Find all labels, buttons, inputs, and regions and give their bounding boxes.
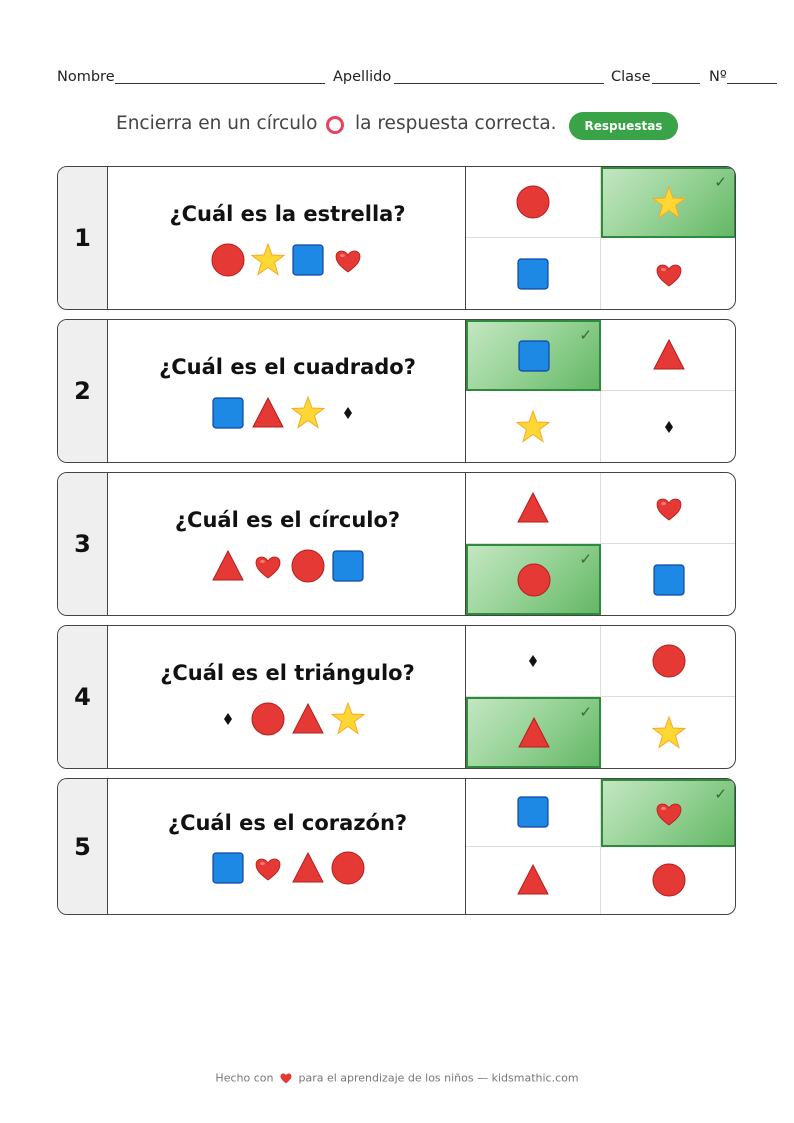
question-number: 4 [58,626,108,768]
triangle-icon [516,863,550,897]
footer [0,1071,794,1085]
circle-icon [517,563,551,597]
answer-grid [465,473,736,615]
heart-icon [251,549,285,583]
shape-sequence [109,849,466,887]
circle-icon [211,243,245,277]
name-field[interactable] [115,83,325,84]
question-text: ¿Cuál es el círculo? [174,508,401,532]
check-icon: ✓ [579,703,592,721]
square-icon [211,851,245,885]
heart-icon [280,1073,292,1084]
answer-option-diamond[interactable] [466,626,601,697]
answer-option-square[interactable] [466,320,601,391]
circle-icon [251,702,285,736]
heart-icon [652,796,686,830]
answer-option-triangle[interactable] [466,473,601,544]
number-label: Nº [709,69,727,85]
answer-option-square[interactable] [466,238,601,309]
triangle-icon [291,851,325,885]
number-field[interactable] [727,83,777,84]
answer-option-star[interactable] [601,697,736,768]
square-icon [291,243,325,277]
square-icon [211,396,245,430]
check-icon: ✓ [579,326,592,344]
answer-option-heart[interactable] [601,473,736,544]
footer-suffix: para el aprendizaje de los niños — kidsmathic.com [298,1071,579,1085]
answer-option-circle[interactable] [466,167,601,238]
answer-option-square[interactable] [601,544,736,615]
diamond-icon [652,410,686,444]
question-number: 2 [58,320,108,462]
surname-field[interactable] [394,83,604,84]
answer-option-heart[interactable] [601,238,736,309]
ring-icon [326,116,344,134]
star-icon [652,716,686,750]
question-card-3 [57,472,736,616]
answer-option-circle[interactable] [601,847,736,915]
star-icon [331,702,365,736]
heart-icon [652,257,686,291]
triangle-icon [211,549,245,583]
circle-icon [652,863,686,897]
triangle-icon [517,716,551,750]
question-text: ¿Cuál es el triángulo? [160,661,415,685]
answer-option-triangle[interactable] [466,697,601,768]
class-field[interactable] [652,83,700,84]
circle-icon [331,851,365,885]
answer-grid [465,167,736,309]
answer-grid [465,626,736,768]
circle-icon [291,549,325,583]
question-body [109,626,466,768]
question-number: 1 [58,167,108,309]
answer-option-star[interactable] [601,167,736,238]
instruction-text-after: la respuesta correcta. [355,113,557,134]
answer-option-heart[interactable] [601,779,736,847]
answer-option-triangle[interactable] [466,847,601,915]
shape-sequence [109,700,466,738]
shape-sequence [109,547,466,585]
star-icon [291,396,325,430]
question-card-5 [57,778,736,915]
diamond-icon [331,396,365,430]
question-text: ¿Cuál es la estrella? [169,202,406,226]
answer-option-diamond[interactable] [601,391,736,462]
check-icon: ✓ [714,785,727,803]
student-info-header [57,69,777,89]
square-icon [517,339,551,373]
triangle-icon [652,338,686,372]
answer-option-square[interactable] [466,779,601,847]
heart-icon [652,491,686,525]
instruction-text-before: Encierra en un círculo [116,113,318,134]
answer-grid [465,320,736,462]
heart-icon [251,851,285,885]
answer-option-circle[interactable] [466,544,601,615]
star-icon [251,243,285,277]
instruction-bar [0,110,794,140]
question-body [109,779,466,914]
shape-sequence [109,394,466,432]
question-number: 3 [58,473,108,615]
square-icon [331,549,365,583]
answer-option-triangle[interactable] [601,320,736,391]
question-text: ¿Cuál es el corazón? [167,811,408,835]
question-card-1 [57,166,736,310]
circle-icon [516,185,550,219]
surname-label: Apellido [333,69,392,85]
square-icon [516,257,550,291]
answer-grid [465,779,736,914]
check-icon: ✓ [579,550,592,568]
question-text: ¿Cuál es el cuadrado? [159,355,416,379]
diamond-icon [211,702,245,736]
square-icon [652,563,686,597]
star-icon [516,410,550,444]
class-label: Clase [611,69,651,85]
footer-prefix: Hecho con [215,1071,274,1085]
star-icon [652,186,686,220]
square-icon [516,795,550,829]
heart-icon [331,243,365,277]
triangle-icon [251,396,285,430]
question-body [109,167,466,309]
triangle-icon [291,702,325,736]
question-body [109,320,466,462]
answers-badge[interactable]: Respuestas [569,112,678,140]
diamond-icon [516,644,550,678]
name-label: Nombre [57,69,115,85]
question-card-2 [57,319,736,463]
question-card-4 [57,625,736,769]
answer-option-star[interactable] [466,391,601,462]
question-body [109,473,466,615]
shape-sequence [109,241,466,279]
check-icon: ✓ [714,173,727,191]
question-number: 5 [58,779,108,914]
circle-icon [652,644,686,678]
answer-option-circle[interactable] [601,626,736,697]
triangle-icon [516,491,550,525]
